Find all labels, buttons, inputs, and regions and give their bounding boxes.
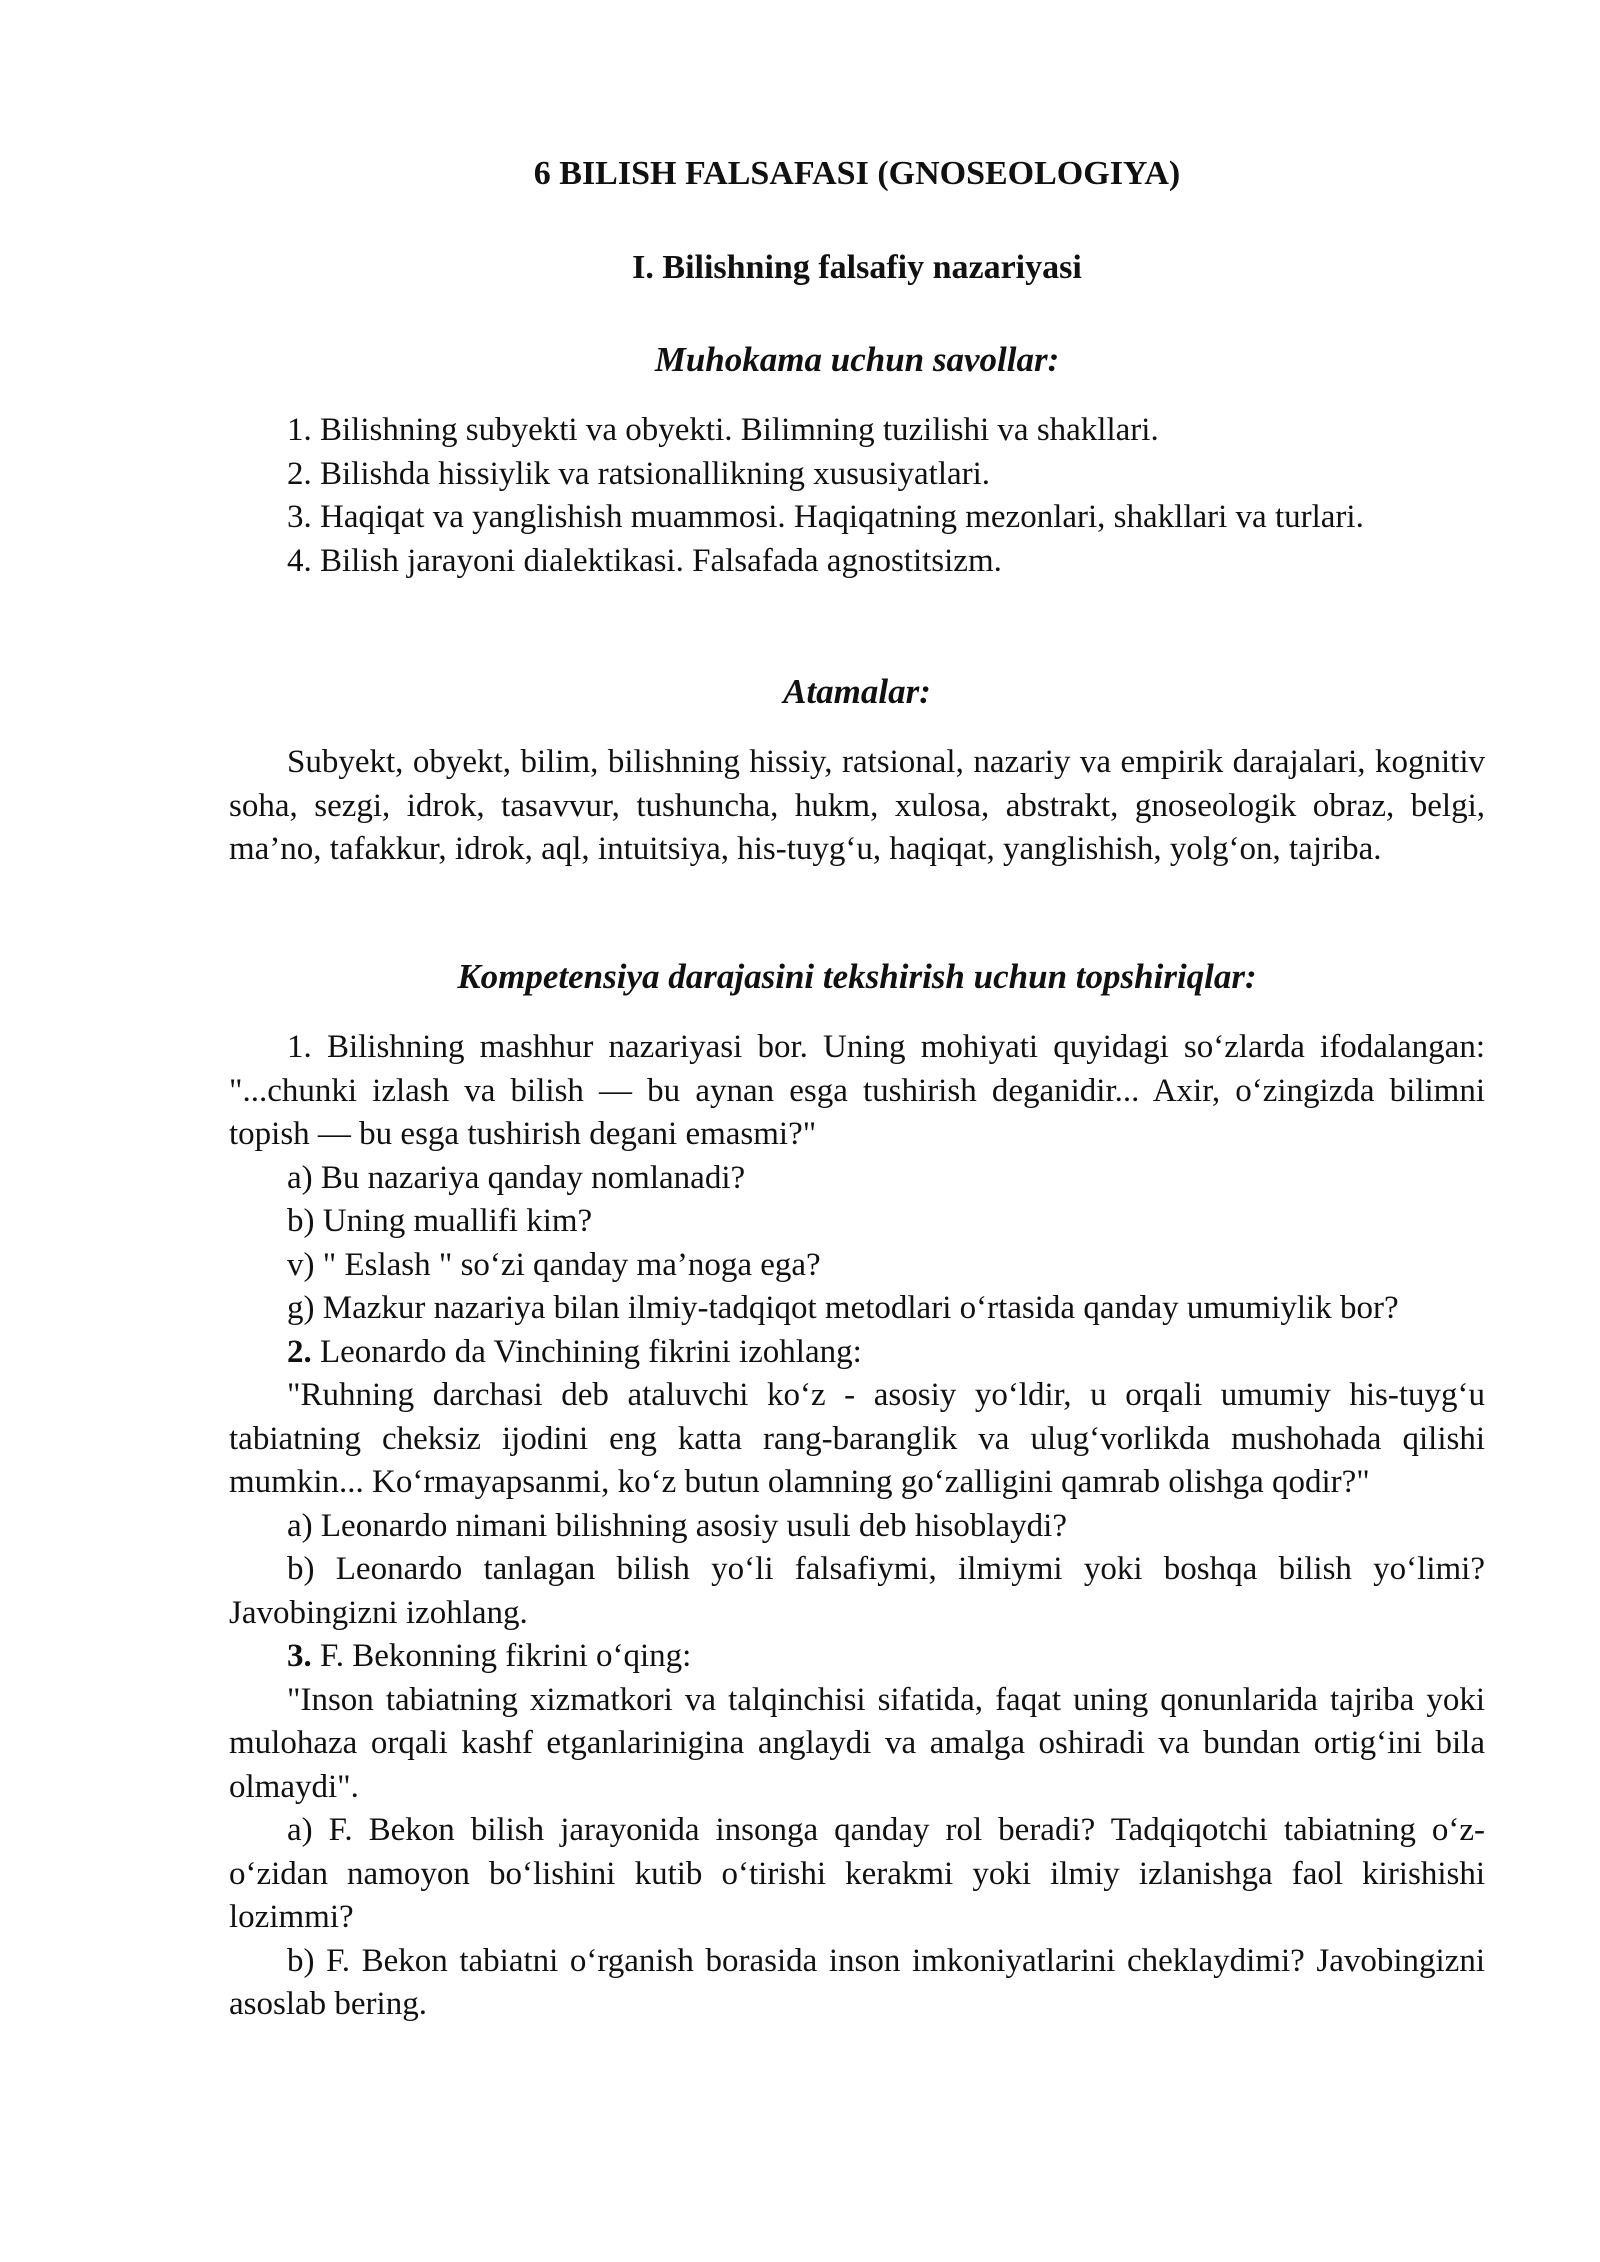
- task3-quote: "Inson tabiatning xizmatkori va talqinchisi sifatida, faqat uning qonunlarida tajriba yoki mulohaza orqali kashf etganlarinigina anglaydi va amalga oshiradi va bundan ortig‘ini bila olmaydi".: [229, 1681, 1485, 1805]
- task2-quote: "Ruhning darchasi deb ataluvchi ko‘z - asosiy yo‘ldir, u orqali umumiy his-tuyg‘u tabiatning cheksiz ijodini eng katta rang-baranglik va ulug‘vorlikda mushohada qilishi mumkin... Ko‘rmayapsanmi, ko‘z butun olamning go‘zalligini qamrab olishga qodir?": [229, 1377, 1485, 1500]
- terms-section: [229, 741, 1485, 872]
- terms-paragraph: Subyekt, obyekt, bilim, bilishning hissiy, ratsional, nazariy va empirik darajalari, kognitiv soha, sezgi, idrok, tasavvur, tushuncha, hukm, xulosa, abstrakt, gnoseologik obraz, belgi, ma’no, tafakkur, idrok, aql, intuitsiya, his-tuyg‘u, haqiqat, yanglishish, yolg‘on, tajriba.: [229, 744, 1485, 867]
- task3-intro-line: [229, 1635, 1485, 1679]
- task1-question-a: a) Bu nazariya qanday nomlanadi?: [287, 1159, 746, 1196]
- task1-question-b: b) Uning muallifi kim?: [287, 1203, 593, 1239]
- task1-question-v: v) " Eslash " so‘zi qanday ma’noga ega?: [287, 1246, 821, 1283]
- task3-number: 3.: [287, 1638, 312, 1674]
- terms-heading: Atamalar:: [783, 672, 931, 711]
- task2-intro: Leonardo da Vinchining fikrini izohlang:: [311, 1333, 862, 1370]
- task3-intro: F. Bekonning fikrini o‘qing:: [311, 1638, 692, 1674]
- tasks-section: [229, 1026, 1485, 2027]
- section-title: I. Bilishning falsafiy nazariyasi: [632, 249, 1082, 286]
- discussion-item: 3. Haqiqat va yanglishish muammosi. Haqiqatning mezonlari, shakllari va turlari.: [287, 499, 1364, 535]
- discussion-item: 4. Bilish jarayoni dialektikasi. Falsafada agnostitsizm.: [287, 542, 1002, 579]
- discussion-list: [229, 409, 1485, 583]
- task1-intro: 1. Bilishning mashhur nazariyasi bor. Uning mohiyati quyidagi so‘zlarda ifodalangan: "...chunki izlash va bilish — bu aynan esga tushirish deganidir... Axir, o‘zingizda bilimni topish — bu esga tushirish degani emasmi?": [229, 1029, 1485, 1152]
- discussion-item: 1. Bilishning subyekti va obyekti. Bilimning tuzilishi va shakllari.: [287, 412, 1159, 448]
- tasks-heading: Kompetensiya darajasini tekshirish uchun topshiriqlar:: [457, 957, 1257, 996]
- task2-question-a: a) Leonardo nimani bilishning asosiy usuli deb hisoblaydi?: [287, 1507, 1067, 1544]
- task2-intro-line: [229, 1331, 1485, 1375]
- chapter-title: 6 BILISH FALSAFASI (GNOSEOLOGIYA): [533, 155, 1181, 192]
- task2-question-b: b) Leonardo tanlagan bilish yo‘li falsafiymi, ilmiymi yoki boshqa bilish yo‘limi? Javobingizni izohlang.: [229, 1551, 1485, 1631]
- task3-question-a: a) F. Bekon bilish jarayonida insonga qanday rol beradi? Tadqiqotchi tabiatning o‘z-o‘zidan namoyon bo‘lishini kutib o‘tirishi kerakmi yoki ilmiy izlanishga faol kirishishi lozimmi?: [229, 1812, 1485, 1935]
- task1-question-g: g) Mazkur nazariya bilan ilmiy-tadqiqot metodlari o‘rtasida qanday umumiylik bor?: [287, 1290, 1399, 1326]
- discussion-heading: Muhokama uchun savollar:: [654, 340, 1060, 379]
- task2-number: 2.: [287, 1333, 312, 1370]
- discussion-item: 2. Bilishda hissiylik va ratsionallikning xususiyatlari.: [287, 455, 991, 492]
- task3-question-b: b) F. Bekon tabiatni o‘rganish borasida inson imkoniyatlarini cheklaydimi? Javobingizni asoslab bering.: [229, 1942, 1485, 2022]
